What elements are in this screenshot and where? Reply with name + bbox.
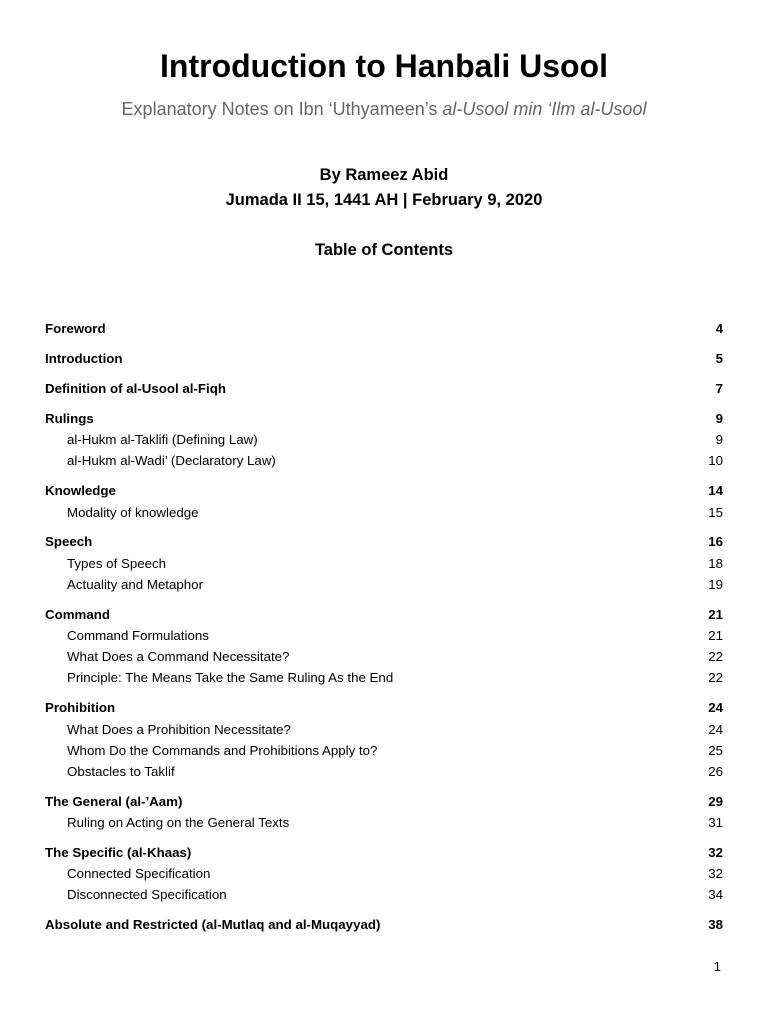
toc-entry-page: 15 <box>708 504 723 520</box>
toc-entry-label: Disconnected Specification <box>67 887 227 903</box>
toc-entry-label: Principle: The Means Take the Same Ruling As the End <box>67 670 394 686</box>
toc-entry-label: Command <box>45 606 111 622</box>
toc-entry-page: 24 <box>708 721 723 737</box>
toc-entry-page: 19 <box>708 576 723 592</box>
toc-subentry-ruling-general[interactable] <box>45 812 723 833</box>
toc-entry-label: What Does a Command Necessitate? <box>67 649 290 665</box>
toc-entry-page: 34 <box>708 887 723 903</box>
toc-entry-label: Absolute and Restricted (al-Mutlaq and al-Muqayyad) <box>45 917 381 933</box>
date-line: Jumada II 15, 1441 AH | February 9, 2020 <box>225 191 543 209</box>
toc-entry-page: 29 <box>708 793 723 809</box>
toc-entry-page: 26 <box>708 763 723 779</box>
toc-entry-page: 32 <box>708 866 723 882</box>
toc-entry-page: 31 <box>708 815 723 831</box>
toc-entry-page: 10 <box>708 453 723 469</box>
toc-entry-label: al-Hukm al-Taklifi (Defining Law) <box>67 432 258 448</box>
subtitle-italic: al-Usool min ‘Ilm al-Usool <box>442 99 647 119</box>
toc-entry-label: Rulings <box>45 410 94 426</box>
toc-entry-label: Definition of al-Usool al-Fiqh <box>45 380 226 396</box>
toc-entry-speech[interactable] <box>45 531 723 552</box>
toc-subentry-command-formulations[interactable] <box>45 625 723 646</box>
toc-subentry-actuality[interactable] <box>45 574 723 595</box>
toc-entry-page: 14 <box>708 483 723 499</box>
toc-entry-label: Foreword <box>45 321 106 336</box>
toc-entry-label: Modality of knowledge <box>67 504 199 520</box>
toc-entry-page: 7 <box>715 380 723 396</box>
toc-entry-general[interactable] <box>45 791 723 812</box>
toc-subentry-connected[interactable] <box>45 863 723 884</box>
document-title: Introduction to Hanbali Usool <box>160 48 608 84</box>
toc-entry-page: 5 <box>715 350 723 366</box>
toc-entry-command[interactable] <box>45 604 723 625</box>
toc-subentry-prohibition-necessitate[interactable] <box>45 719 723 740</box>
toc-entry-page: 16 <box>708 534 723 550</box>
toc-subentry-disconnected[interactable] <box>45 884 723 905</box>
toc-entry-label: The General (al-’Aam) <box>45 793 183 809</box>
toc-entry-label: Speech <box>45 534 93 550</box>
page-number: 1 <box>713 959 721 974</box>
toc-entry-foreword[interactable] <box>45 318 723 339</box>
author-line: By Rameez Abid <box>319 166 449 184</box>
toc-subentry-types-of-speech[interactable] <box>45 553 723 574</box>
document-subtitle <box>0 96 768 122</box>
toc-entry-label: Command Formulations <box>67 628 209 644</box>
toc-entry-page: 22 <box>708 649 723 665</box>
toc-entry-page: 22 <box>708 670 723 686</box>
toc-entry-page: 9 <box>715 410 723 426</box>
toc-entry-page: 32 <box>708 845 723 861</box>
toc-entry-page: 18 <box>708 555 723 571</box>
toc-subentry-command-necessitate[interactable] <box>45 646 723 667</box>
toc-entry-page: 38 <box>708 917 723 933</box>
toc-subentry-whom-apply[interactable] <box>45 740 723 761</box>
toc-subentry-means-principle[interactable] <box>45 667 723 688</box>
toc-subentry-hukm-wadi[interactable] <box>45 450 723 471</box>
toc-entry-label: Actuality and Metaphor <box>67 576 204 592</box>
toc-entry-label: Obstacles to Taklif <box>67 763 175 779</box>
table-of-contents <box>45 318 723 936</box>
toc-entry-label: Connected Specification <box>67 866 211 882</box>
toc-entry-definition[interactable] <box>45 378 723 399</box>
toc-entry-label: Types of Speech <box>67 555 167 571</box>
subtitle-plain: Explanatory Notes on Ibn ‘Uthyameen’s <box>121 99 443 119</box>
toc-entry-prohibition[interactable] <box>45 697 723 718</box>
toc-entry-label: What Does a Prohibition Necessitate? <box>67 721 291 737</box>
toc-entry-label: Ruling on Acting on the General Texts <box>67 815 290 831</box>
toc-entry-page: 9 <box>715 432 723 448</box>
toc-subentry-modality[interactable] <box>45 502 723 523</box>
toc-heading: Table of Contents <box>314 241 454 259</box>
toc-entry-introduction[interactable] <box>45 348 723 369</box>
toc-entry-page: 25 <box>708 742 723 758</box>
toc-entry-page: 21 <box>708 606 723 622</box>
toc-subentry-hukm-taklifi[interactable] <box>45 429 723 450</box>
toc-entry-specific[interactable] <box>45 842 723 863</box>
toc-entry-page: 4 <box>715 321 723 336</box>
toc-subentry-obstacles[interactable] <box>45 761 723 782</box>
toc-entry-absolute-restricted[interactable] <box>45 914 723 935</box>
toc-entry-label: Prohibition <box>45 700 116 716</box>
toc-entry-label: Knowledge <box>45 483 116 499</box>
toc-entry-label: Introduction <box>45 350 123 366</box>
toc-entry-label: Whom Do the Commands and Prohibitions Apply to? <box>67 742 378 758</box>
toc-entry-label: The Specific (al-Khaas) <box>45 845 192 861</box>
toc-entry-rulings[interactable] <box>45 408 723 429</box>
toc-entry-label: al-Hukm al-Wadi’ (Declaratory Law) <box>67 453 276 469</box>
toc-entry-page: 21 <box>708 628 723 644</box>
toc-entry-page: 24 <box>708 700 723 716</box>
toc-entry-knowledge[interactable] <box>45 480 723 501</box>
